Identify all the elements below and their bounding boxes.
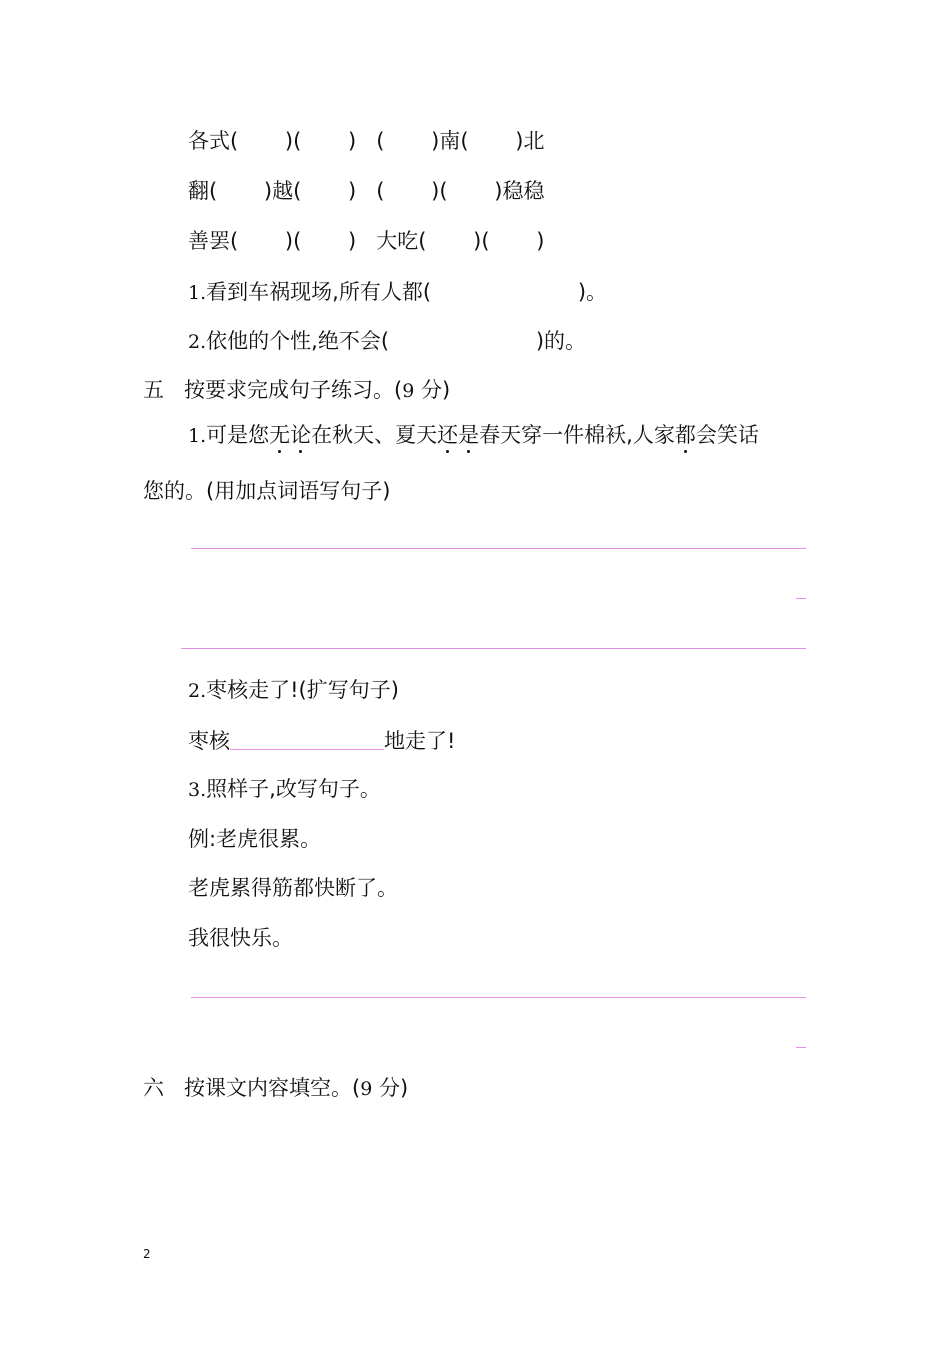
answer-line-end bbox=[796, 598, 806, 599]
dotted-char: 论 bbox=[290, 423, 312, 447]
sentence-3 bbox=[188, 774, 381, 805]
question-text: 看到车祸现场,所有人都( )。 bbox=[206, 280, 608, 304]
dotted-char: 无 bbox=[269, 423, 291, 447]
expand-sentence-line bbox=[188, 725, 455, 756]
example-answer: 老虎累得筋都快断了。 bbox=[188, 876, 398, 900]
sentence-text: 春天穿一件棉袄,人家 bbox=[479, 423, 675, 447]
section-score-unit: 分) bbox=[414, 378, 451, 402]
question-number: 3. bbox=[188, 779, 207, 801]
fill-question-2 bbox=[188, 326, 586, 357]
section-score: 9 bbox=[360, 1078, 373, 1100]
sentence-2 bbox=[188, 675, 399, 706]
dotted-char: 是 bbox=[458, 423, 480, 447]
section-5-heading bbox=[143, 375, 450, 406]
dotted-char: 都 bbox=[674, 423, 696, 447]
idiom-row-3: 善罢( )( ) 大吃( )( ) bbox=[188, 229, 545, 253]
blank-answer-line[interactable] bbox=[230, 725, 384, 750]
section-label: 五 bbox=[143, 378, 164, 402]
section-title: 按课文内容填空。( bbox=[184, 1076, 361, 1100]
question-number: 2. bbox=[188, 680, 207, 702]
answer-line-end bbox=[796, 1047, 806, 1048]
section-score-unit: 分) bbox=[372, 1076, 409, 1100]
task-sentence: 我很快乐。 bbox=[188, 926, 293, 950]
section-title: 按要求完成句子练习。( bbox=[184, 378, 403, 402]
question-number: 2. bbox=[188, 331, 207, 353]
section-score: 9 bbox=[402, 380, 415, 402]
example-sentence: 例:老虎很累。 bbox=[188, 827, 322, 851]
idiom-row-1: 各式( )( ) ( )南( )北 bbox=[188, 129, 545, 153]
answer-line[interactable] bbox=[191, 997, 806, 998]
page-number: 2 bbox=[143, 1247, 151, 1261]
sentence-text: 可是您 bbox=[206, 423, 270, 447]
question-text: 依他的个性,绝不会( )的。 bbox=[206, 329, 587, 353]
fill-question-1 bbox=[188, 277, 607, 308]
question-number: 1. bbox=[188, 282, 207, 304]
section-label: 六 bbox=[143, 1076, 164, 1100]
idiom-row-2: 翻( )越( ) ( )( )稳稳 bbox=[188, 179, 545, 203]
section-6-heading bbox=[143, 1073, 408, 1104]
answer-line[interactable] bbox=[181, 648, 806, 649]
question-number: 1. bbox=[188, 425, 207, 447]
dotted-char: 还 bbox=[437, 423, 459, 447]
sentence-text: 地走了! bbox=[384, 729, 456, 753]
sentence-1-continued: 您的。(用加点词语写句子) bbox=[143, 479, 391, 503]
sentence-text: 枣核走了!(扩写句子) bbox=[206, 678, 399, 702]
sentence-text: 枣核 bbox=[188, 729, 230, 753]
answer-line[interactable] bbox=[191, 548, 806, 549]
sentence-text: 照样子,改写句子。 bbox=[206, 777, 381, 801]
sentence-text: 会笑话 bbox=[695, 423, 759, 447]
sentence-text: 在秋天、夏天 bbox=[311, 423, 438, 447]
sentence-1 bbox=[188, 420, 759, 451]
